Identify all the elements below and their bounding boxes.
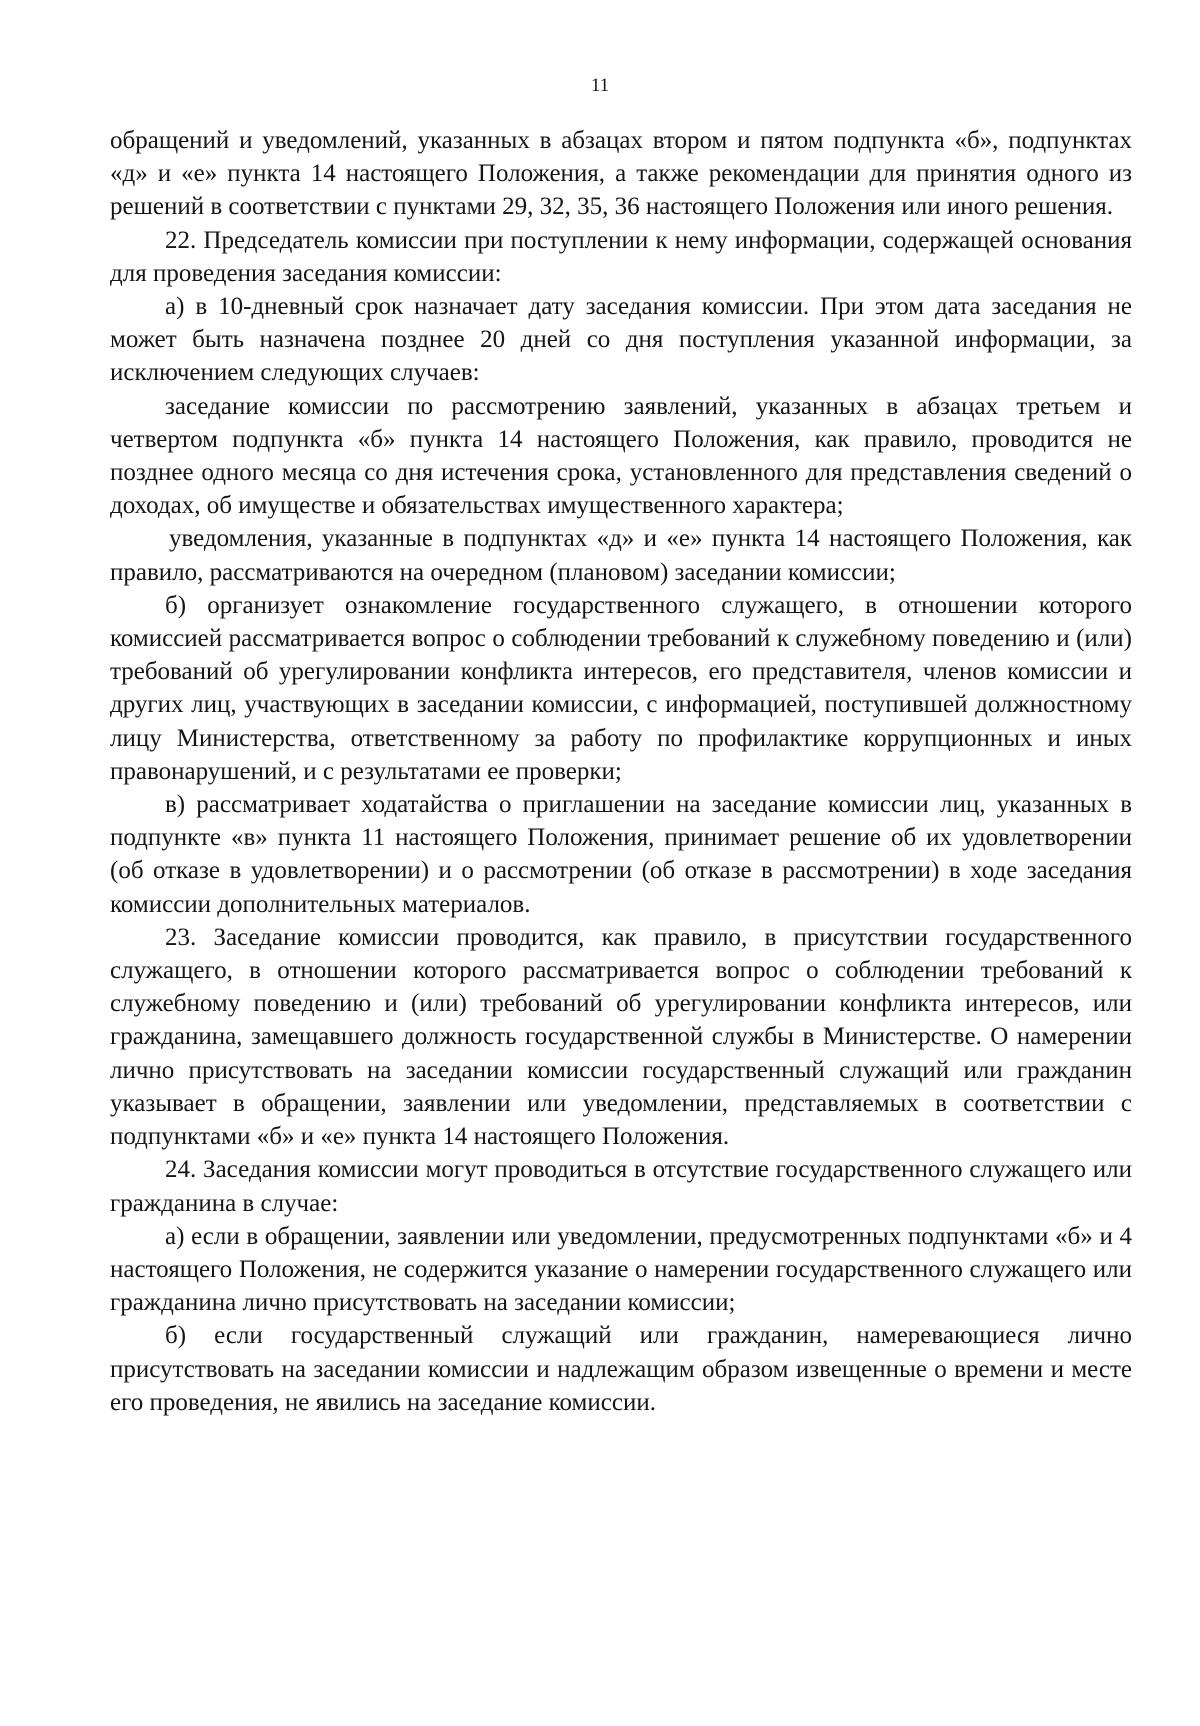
paragraph-item-24: 24. Заседания комиссии могут проводиться в отсутствие государственного служащего или гражданина в случае:	[110, 1156, 1132, 1217]
page-number: 11	[590, 75, 610, 96]
paragraph-continuation: обращений и уведомлений, указанных в абзацах втором и пятом подпункта «б», подпунктах «д» и «е» пункта 14 настоящего Положения, а также рекомендации для принятия одного из решений в соответствии с пунктами 29, 32, 35, 36 настоящего Положения или иного решения.	[110, 127, 1132, 221]
paragraph-22a-case-2: уведомления, указанные в подпунктах «д» и «е» пункта 14 настоящего Положения, как правило, рассматриваются на очередном (плановом) заседании комиссии;	[110, 525, 1132, 586]
paragraph-subitem-24b: б) если государственный служащий или гражданин, намеревающиеся лично присутствовать на заседании комиссии и надлежащим образом извещенные о времени и месте его проведения, не явились на заседание комиссии.	[110, 1322, 1132, 1416]
paragraph-subitem-22b: б) организует ознакомление государственного служащего, в отношении которого комиссией рассматривается вопрос о соблюдении требований к служебному поведению и (или) требований об урегулировании конфликта интересов, его представителя, членов комиссии и других лиц, участвующих в заседании комиссии, с информацией, поступившей должностному лицу Министерства, ответственному за работу по профилактике коррупционных и иных правонарушений, и с результатами ее проверки;	[110, 591, 1132, 785]
paragraph-item-23: 23. Заседание комиссии проводится, как правило, в присутствии государственного служащего, в отношении которого рассматривается вопрос о соблюдении требований к служебному поведению и (или) требований об урегулировании конфликта интересов, или гражданина, замещавшего должность государственной службы в Министерстве. О намерении лично присутствовать на заседании комиссии государственный служащий или гражданин указывает в обращении, заявлении или уведомлении, представляемых в соответствии с подпунктами «б» и «е» пункта 14 настоящего Положения.	[110, 923, 1132, 1151]
paragraph-subitem-22v: в) рассматривает ходатайства о приглашении на заседание комиссии лиц, указанных в подпункте «в» пункта 11 настоящего Положения, принимает решение об их удовлетворении (об отказе в удовлетворении) и о рассмотрении (об отказе в рассмотрении) в ходе заседания комиссии дополнительных материалов.	[110, 791, 1132, 918]
paragraph-item-22: 22. Председатель комиссии при поступлении к нему информации, содержащей основания для проведения заседания комиссии:	[110, 226, 1132, 287]
paragraph-22a-case-1: заседание комиссии по рассмотрению заявлений, указанных в абзацах третьем и четвертом подпункта «б» пункта 14 настоящего Положения, как правило, проводится не позднее одного месяца со дня истечения срока, установленного для представления сведений о доходах, об имуществе и обязательствах имущественного характера;	[110, 392, 1132, 520]
paragraph-subitem-24a: а) если в обращении, заявлении или уведомлении, предусмотренных подпунктами «б» и 4 настоящего Положения, не содержится указание о намерении государственного служащего или гражданина лично присутствовать на заседании комиссии;	[110, 1222, 1132, 1317]
paragraph-subitem-22a: а) в 10-дневный срок назначает дату заседания комиссии. При этом дата заседания не может быть назначена позднее 20 дней со дня поступления указанной информации, за исключением следующих случаев:	[110, 293, 1132, 387]
document-body	[110, 124, 1132, 1419]
